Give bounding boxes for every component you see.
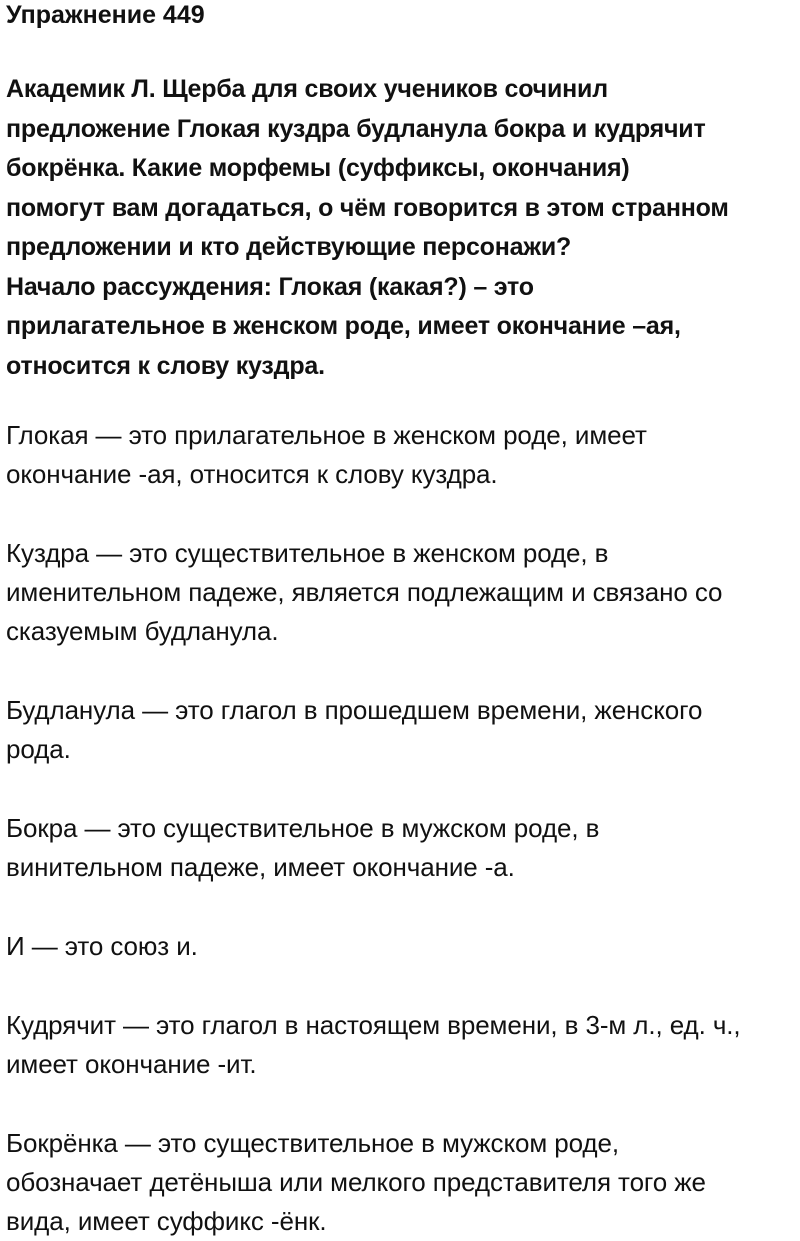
answer-paragraph-budlanula	[6, 691, 794, 769]
task-line: прилагательное в женском роде, имеет окончание –ая,	[6, 312, 681, 340]
answer-paragraph-bokryonka	[6, 1124, 794, 1241]
exercise-title: Упражнение 449	[6, 1, 205, 29]
answer-line: Бокрёнка — это существительное в мужском роде,	[6, 1128, 619, 1158]
answer-paragraph-kudryachit	[6, 1006, 794, 1084]
answer-paragraph-glokaya	[6, 416, 794, 494]
answer-line: Бокра — это существительное в мужском роде, в	[6, 813, 600, 843]
task-line: помогут вам догадаться, о чём говорится в этом странном	[6, 193, 729, 222]
answer-line: сказуемым будланула.	[6, 616, 279, 646]
task-line: предложение Глокая куздра будланула бокра и кудрячит	[6, 114, 706, 143]
answer-paragraph-i	[6, 927, 794, 966]
answer-line: Кудрячит — это глагол в настоящем времени, в 3-м л., ед. ч.,	[6, 1010, 741, 1040]
answer-paragraph-kuzdra	[6, 534, 794, 651]
task-line: Академик Л. Щерба для своих учеников сочинил	[6, 75, 608, 103]
answer-section	[6, 416, 794, 1241]
answer-line: Будланула — это глагол в прошедшем времени, женского	[6, 695, 703, 725]
answer-line: обозначает детёныша или мелкого представителя того же	[6, 1167, 706, 1197]
answer-paragraph-bokra	[6, 809, 794, 887]
answer-line: рода.	[6, 734, 71, 764]
task-statement	[6, 70, 794, 386]
answer-line: именительном падеже, является подлежащим и связано со	[6, 577, 723, 607]
answer-line: Куздра — это существительное в женском роде, в	[6, 538, 609, 568]
task-line: Начало рассуждения: Глокая (какая?) – это	[6, 272, 534, 301]
answer-line: винительном падеже, имеет окончание -а.	[6, 852, 515, 882]
answer-line: Глокая — это прилагательное в женском роде, имеет	[6, 420, 647, 450]
task-line: относится к слову куздра.	[6, 351, 325, 380]
answer-line: имеет окончание -ит.	[6, 1049, 257, 1079]
answer-line: окончание -ая, относится к слову куздра.	[6, 459, 498, 489]
answer-line: И — это союз и.	[6, 931, 198, 961]
answer-line: вида, имеет суффикс -ёнк.	[6, 1206, 327, 1236]
task-line: предложении и кто действующие персонажи?	[6, 233, 572, 261]
task-line: бокрёнка. Какие морфемы (суффиксы, окончания)	[6, 154, 630, 182]
